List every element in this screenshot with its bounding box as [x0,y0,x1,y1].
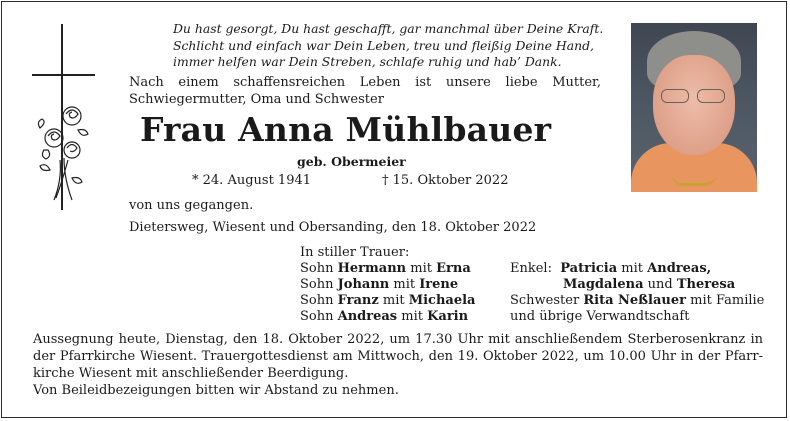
intro-text [129,74,601,108]
cross-icon [0,0,110,220]
grandchildren-line: Magdalena und Theresa [563,277,736,292]
grandchildren-label: Enkel: [510,261,552,276]
poem [173,21,603,71]
intro-line-2: Schwiegermutter, Oma und Schwester [129,92,384,107]
photo-face [653,55,735,155]
funeral-info [33,331,763,399]
passed-text: von uns gegangen. [129,198,254,213]
birth-date: * 24. August 1941 [192,173,312,188]
poem-line: Schlicht und einfach war Dein Leben, treu und fleißig Deine Hand, [173,37,594,53]
sister-line: Schwester Rita Neßlauer mit Familie [510,293,765,308]
son-line: Sohn Hermann mit Erna [300,261,471,276]
poem-line: Du hast gesorgt, Du hast geschafft, gar manchmal über Deine Kraft. [173,21,604,36]
roses-icon [38,107,88,200]
intro-word: liebe [505,75,538,90]
photo-glasses [659,89,729,105]
son-line: Sohn Franz mit Michaela [300,293,476,308]
funeral-line: kirche Wiesent mit anschließender Beerdigung. [33,366,349,381]
photo-necklace [671,173,717,186]
intro-word: einem [178,75,219,90]
deceased-name: Frau Anna Mühlbauer [140,110,552,149]
maiden-name: geb. Obermeier [297,154,406,169]
intro-word: Nach [129,75,164,90]
intro-word: ist [415,75,432,90]
son-line: Sohn Andreas mit Karin [300,309,469,324]
portrait-photo [631,23,757,192]
relatives-line: und übrige Verwandtschaft [510,309,690,324]
mourners-family [510,261,764,325]
son-line: Sohn Johann mit Irene [300,277,459,292]
condolence-note: Von Beileidbezeigungen bitten wir Abstand zu nehmen. [33,383,399,398]
intro-word: Mutter, [552,75,601,90]
poem-line: immer helfen war Dein Streben, schlafe ruhig und hab’ Dank. [173,54,562,69]
intro-word: Leben [359,75,401,90]
funeral-line: Aussegnung heute, Dienstag, den 18. Oktober 2022, um 17.30 Uhr mit anschließendem Sterberosenkranz in [33,332,763,347]
grandchildren-line: Enkel: Patricia mit Andreas, [510,261,712,276]
mourners-heading: In stiller Trauer: [300,245,410,260]
intro-word: unsere [445,75,491,90]
mourners-sons [300,245,475,325]
place-date: Dietersweg, Wiesent und Obersanding, den 18. Oktober 2022 [129,220,537,235]
intro-word: schaffensreichen [233,75,346,90]
funeral-line: der Pfarrkirche Wiesent. Trauergottesdienst am Mittwoch, den 19. Oktober 2022, um 10.00 Uhr in der Pfarr- [33,349,763,364]
death-date: † 15. Oktober 2022 [382,173,509,188]
intro-line-1 [129,74,601,91]
